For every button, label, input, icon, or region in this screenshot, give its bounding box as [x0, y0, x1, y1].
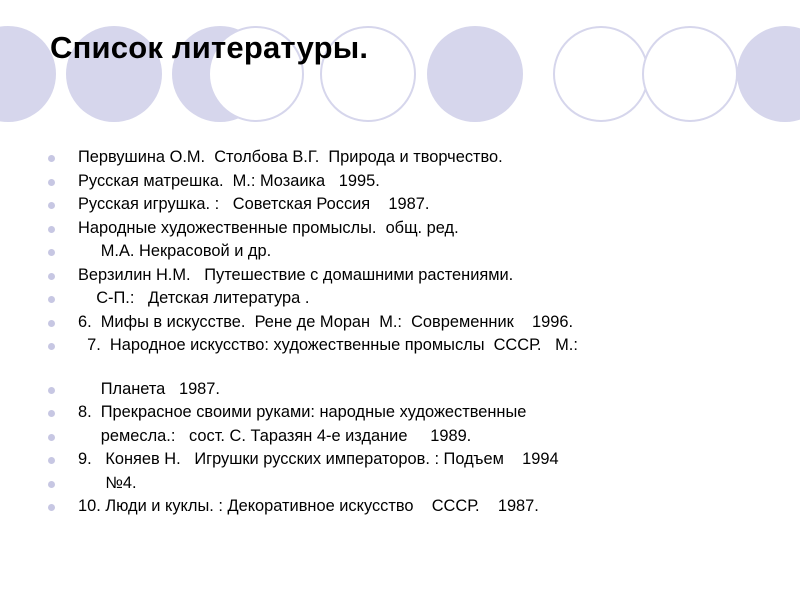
bibliography-item: [48, 472, 788, 496]
bibliography-item: [48, 378, 788, 402]
decor-circle-outline: [642, 26, 738, 122]
bibliography-item-text: 8. Прекрасное своими руками: народные художественные: [78, 403, 527, 421]
decor-circle-filled: [0, 26, 56, 122]
bibliography-item-text: С-П.: Детская литература .: [78, 289, 310, 307]
bibliography-item: [48, 311, 788, 335]
decor-circle-filled: [427, 26, 523, 122]
bibliography-item-text: ремесла.: сост. С. Таразян 4-е издание 1989.: [78, 426, 472, 445]
bullet-dot-icon: [48, 226, 55, 233]
bibliography-item-text: М.А. Некрасовой и др.: [78, 242, 272, 260]
slide-title: Список литературы.: [50, 30, 369, 65]
bibliography-item: [48, 401, 788, 425]
bibliography-item: [48, 264, 788, 288]
bibliography-item-text: Народные художественные промыслы. общ. ред.: [78, 218, 459, 237]
bibliography-item: [48, 448, 788, 472]
bibliography-item: [48, 334, 788, 358]
bibliography-item-text: Первушина О.М. Столбова В.Г. Природа и творчество.: [78, 148, 503, 166]
decor-circle-filled: [737, 26, 800, 122]
bullet-dot-icon: [48, 155, 55, 162]
bullet-dot-icon: [48, 387, 55, 394]
bullet-dot-icon: [48, 273, 55, 280]
bibliography-item: [48, 287, 788, 311]
bibliography-item-text: Верзилин Н.М. Путешествие с домашними растениями.: [78, 265, 514, 284]
bibliography-list: [48, 146, 788, 519]
bullet-dot-icon: [48, 179, 55, 186]
bullet-dot-icon: [48, 343, 55, 350]
bullet-dot-icon: [48, 481, 55, 488]
bibliography-item: [48, 240, 788, 264]
bullet-dot-icon: [48, 504, 55, 511]
bibliography-item: [48, 146, 788, 170]
decorative-circles: [0, 0, 800, 140]
bibliography-item: [48, 193, 788, 217]
bibliography-item: [48, 217, 788, 241]
bullet-dot-icon: [48, 296, 55, 303]
bullet-dot-icon: [48, 202, 55, 209]
bibliography-item-text: 10. Люди и куклы. : Декоративное искусство СССР. 1987.: [78, 497, 539, 515]
bibliography-item-text: Планета 1987.: [78, 379, 220, 398]
bullet-dot-icon: [48, 320, 55, 327]
bibliography-item: [48, 425, 788, 449]
decor-circle-outline: [553, 26, 649, 122]
bibliography-item: [48, 495, 788, 519]
bibliography-item-text: Русская игрушка. : Советская Россия 1987.: [78, 195, 430, 213]
bibliography-item: [48, 170, 788, 194]
bullet-dot-icon: [48, 434, 55, 441]
bibliography-item-text: 9. Коняев Н. Игрушки русских императоров. : Подъем 1994: [78, 450, 559, 468]
bibliography-item-text: №4.: [78, 473, 137, 492]
bibliography-item-text: Русская матрешка. М.: Мозаика 1995.: [78, 171, 380, 190]
bibliography-item-text: 7. Народное искусство: художественные промыслы СССР. М.:: [78, 336, 578, 354]
bibliography-item-text: 6. Мифы в искусстве. Рене де Моран М.: Современник 1996.: [78, 312, 574, 331]
bullet-dot-icon: [48, 410, 55, 417]
bullet-dot-icon: [48, 249, 55, 256]
bullet-dot-icon: [48, 457, 55, 464]
